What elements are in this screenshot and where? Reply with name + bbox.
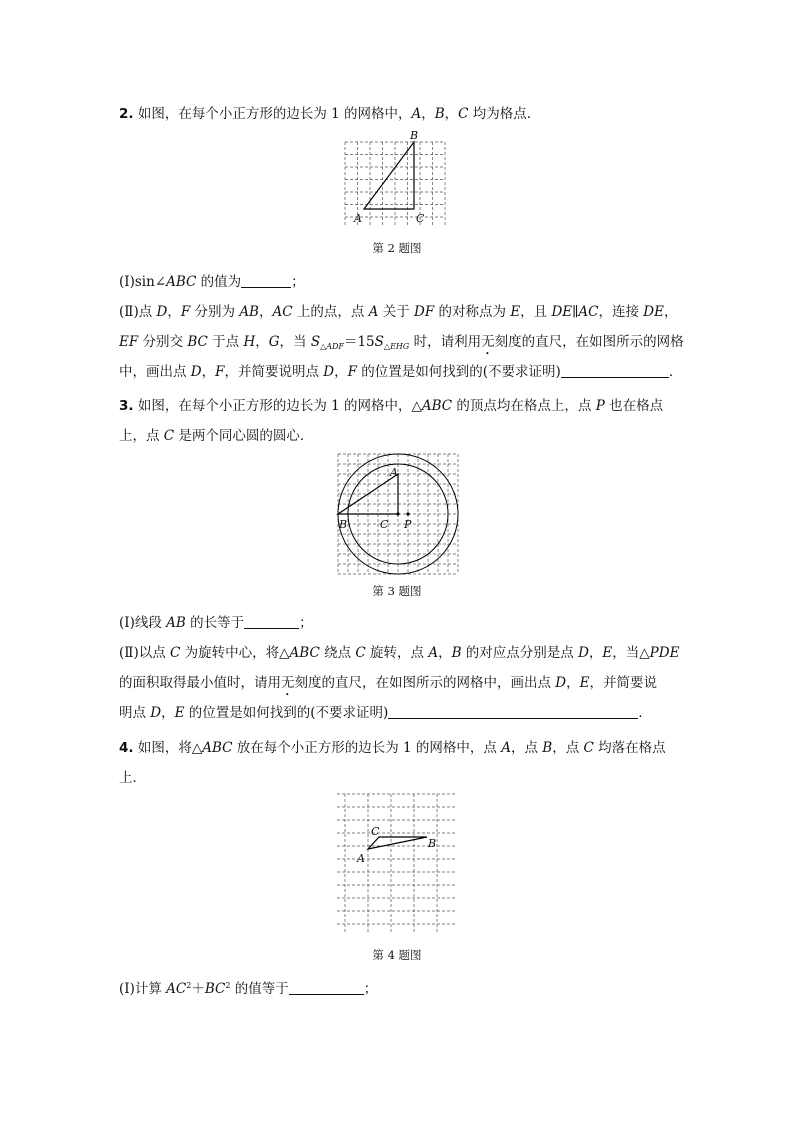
q4-stem-line2: 上．	[119, 770, 146, 786]
q2-label-c: C	[416, 212, 425, 225]
q4-stem-line1: 4. 如图，将△ABC 放在每个小正方形的边长为 1 的网格中，点 A，点 B，点 C 均落在格点	[119, 740, 666, 756]
q2-caption: 第 2 题图	[372, 241, 422, 255]
q2-part2-line1: (Ⅱ)点 D，F 分别为 AB，AC 上的点，点 A 关于 DF 的对称点为 E，且 DE∥AC，连接 DE，	[119, 304, 678, 320]
q3-label-p: P	[404, 518, 412, 531]
q3-stem-line1: 3. 如图，在每个小正方形的边长为 1 的网格中，△ABC 的顶点均在格点上，点 P 也在格点	[119, 398, 664, 414]
q4-figure	[335, 790, 460, 940]
q2-stem-text: 如图，在每个小正方形的边长为 1 的网格中，A，B，C 均为格点．	[137, 106, 541, 122]
q4-part1: (Ⅰ)计算 $AC^2+BC^2$ 的值等于 ；	[119, 981, 378, 997]
q4-label-a: A	[357, 852, 365, 865]
q2-stem	[119, 106, 540, 122]
q3-part2-line1: (Ⅱ)以点 C 为旋转中心，将△ABC 绕点 C 旋转，点 A，B 的对应点分别是点 D，E，当△PDE	[119, 645, 680, 661]
q2-label-b: B	[410, 129, 419, 142]
q2-part1: (Ⅰ)sin∠ABC 的值为 ；	[119, 274, 305, 290]
q2-figure	[330, 128, 455, 228]
q3-caption: 第 3 题图	[372, 584, 422, 598]
q2-triangle	[364, 142, 414, 209]
q3-figure	[330, 450, 462, 576]
q3-part2-line2: 的面积取得最小值时，请用无刻度的直尺，在如图所示的网格中，画出点 D，E，并简要说	[119, 675, 657, 691]
q4-caption: 第 4 题图	[372, 948, 422, 962]
q2-label-a: A	[354, 212, 362, 225]
q3-part2-line3: 明点 D，E 的位置是如何找到的(不要求证明) ．	[119, 705, 652, 721]
q2-part2-line3: 中，画出点 D，F，并简要说明点 D，F 的位置是如何找到的(不要求证明) ．	[119, 364, 683, 380]
q2-part2-line2: EF 分别交 BC 于点 H，G，当 $S_{\triangle ADF}=15S_{\triangle EHG}$ 时，请利用无刻度的直尺，在如图所示的网格	[119, 334, 684, 351]
q3-point-c	[396, 512, 399, 515]
q2-number: 2.	[119, 106, 134, 122]
q4-triangle	[368, 837, 427, 849]
q3-label-c: C	[380, 518, 389, 531]
q4-grid	[337, 794, 457, 934]
q4-label-b: B	[428, 837, 437, 850]
q4-number: 4.	[119, 740, 134, 756]
q3-part1: (Ⅰ)线段 AB 的长等于 ；	[119, 615, 313, 631]
q3-number: 3.	[119, 398, 134, 414]
q3-label-a: A	[390, 466, 398, 479]
q3-point-p	[406, 512, 409, 515]
q4-label-c: C	[371, 825, 380, 838]
q3-stem-line2: 上，点 C 是两个同心圆的圆心．	[119, 428, 314, 444]
q3-label-b: B	[339, 518, 348, 531]
